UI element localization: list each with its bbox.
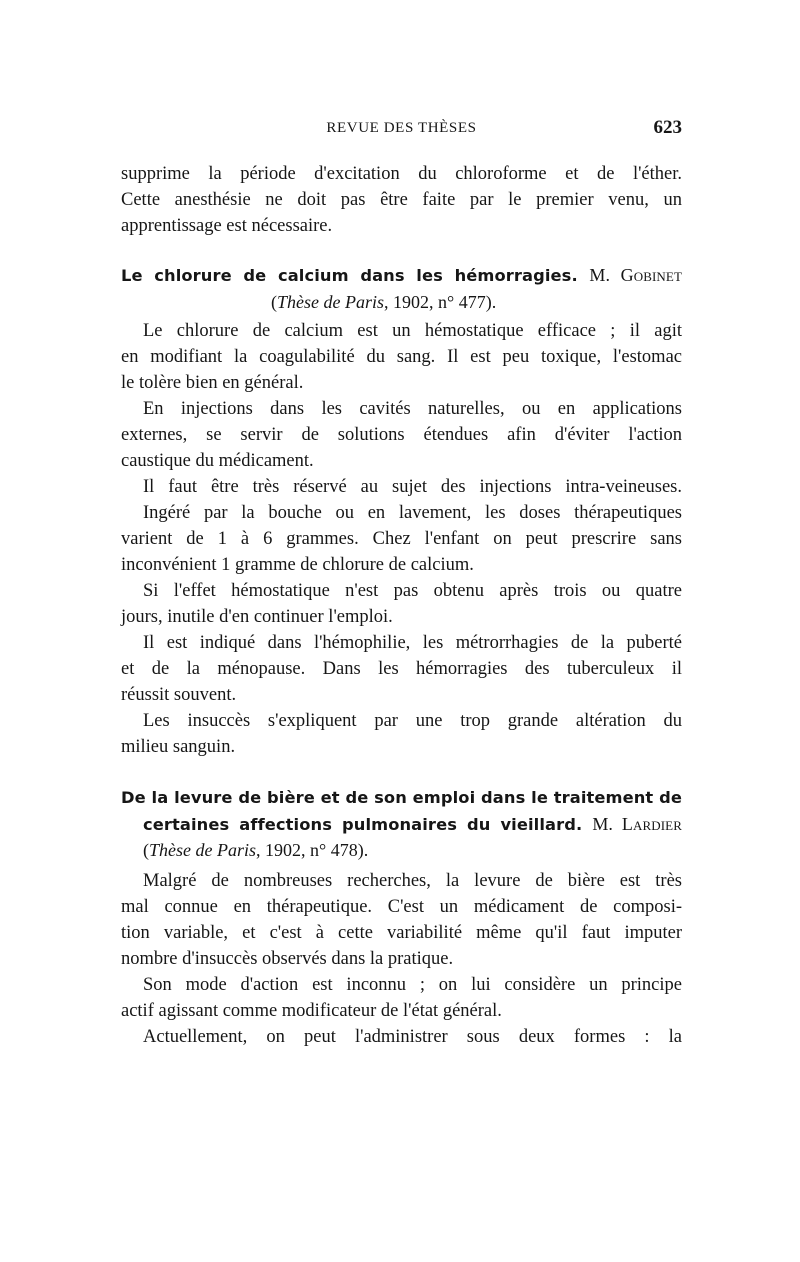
article-heading [121, 262, 682, 289]
intro-line: apprentissage est nécessaire. [121, 216, 333, 236]
citation-details: , 1902, n° 477). [384, 292, 497, 312]
body-line: Le chlorure de calcium est un hémostatique efficace ; il agit [143, 321, 682, 341]
article-heading: De la levure de bière et de son emploi dans le traitement de [121, 788, 682, 807]
intro-line: supprime la période d'excitation du chloroforme et de l'éther. [121, 164, 682, 184]
intro-line: Cette anesthésie ne doit pas être faite par le premier venu, un [121, 190, 682, 210]
running-head [121, 114, 682, 142]
running-title: REVUE DES THÈSES [326, 120, 477, 136]
article-citation: (Thèse de Paris, 1902, n° 478). [143, 840, 369, 860]
article-title: certaines affections pulmonaires du vieillard. [143, 815, 583, 834]
article-citation: (Thèse de Paris, 1902, n° 477). [271, 292, 497, 312]
body-line: jours, inutile d'en continuer l'emploi. [121, 607, 393, 627]
page-number: 623 [653, 117, 682, 138]
body-line: caustique du médicament. [121, 451, 314, 471]
article-heading [121, 811, 682, 838]
body-line: actif agissant comme modificateur de l'état général. [121, 1001, 502, 1021]
citation-details: , 1902, n° 478). [256, 840, 369, 860]
body-line: Il est indiqué dans l'hémophilie, les métrorrhagies de la puberté [143, 633, 682, 653]
body-line: Malgré de nombreuses recherches, la levure de bière est très [143, 871, 682, 891]
citation-thesis: Thèse de Paris [149, 840, 256, 860]
body-line: Si l'effet hémostatique n'est pas obtenu après trois ou quatre [143, 581, 682, 601]
body-line: et de la ménopause. Dans les hémorragies des tuberculeux il [121, 659, 682, 679]
article-author: Lardier [621, 814, 682, 834]
body-line: En injections dans les cavités naturelles, ou en applications [143, 399, 682, 419]
body-line: Ingéré par la bouche ou en lavement, les doses thérapeutiques [143, 503, 682, 523]
article-title: Le chlorure de calcium dans les hémorragies. [121, 266, 578, 285]
body-line: milieu sanguin. [121, 737, 236, 757]
body-line: tion variable, et c'est à cette variabilité même qu'il faut imputer [121, 923, 682, 943]
body-line: en modifiant la coagulabilité du sang. Il est peu toxique, l'estomac [121, 347, 682, 367]
body-line: mal connue en thérapeutique. C'est un médicament de composi- [121, 897, 682, 917]
citation-thesis: Thèse de Paris [277, 292, 384, 312]
body-line: réussit souvent. [121, 685, 237, 705]
article-author: Gobinet [620, 265, 682, 285]
author-prefix: M. [589, 265, 611, 285]
body-line: externes, se servir de solutions étendues afin d'éviter l'action [121, 425, 682, 445]
body-line: varient de 1 à 6 grammes. Chez l'enfant on peut prescrire sans [121, 529, 682, 549]
body-line: Les insuccès s'expliquent par une trop grande altération du [143, 711, 682, 731]
author-prefix: M. [592, 814, 614, 834]
body-line: le tolère bien en général. [121, 373, 304, 393]
body-line: nombre d'insuccès observés dans la pratique. [121, 949, 454, 969]
body-line: inconvénient 1 gramme de chlorure de calcium. [121, 555, 474, 575]
body-line: Il faut être très réservé au sujet des injections intra-veineuses. [143, 477, 682, 497]
body-line: Son mode d'action est inconnu ; on lui considère un principe [143, 975, 682, 995]
body-line: Actuellement, on peut l'administrer sous deux formes : la [143, 1027, 682, 1047]
